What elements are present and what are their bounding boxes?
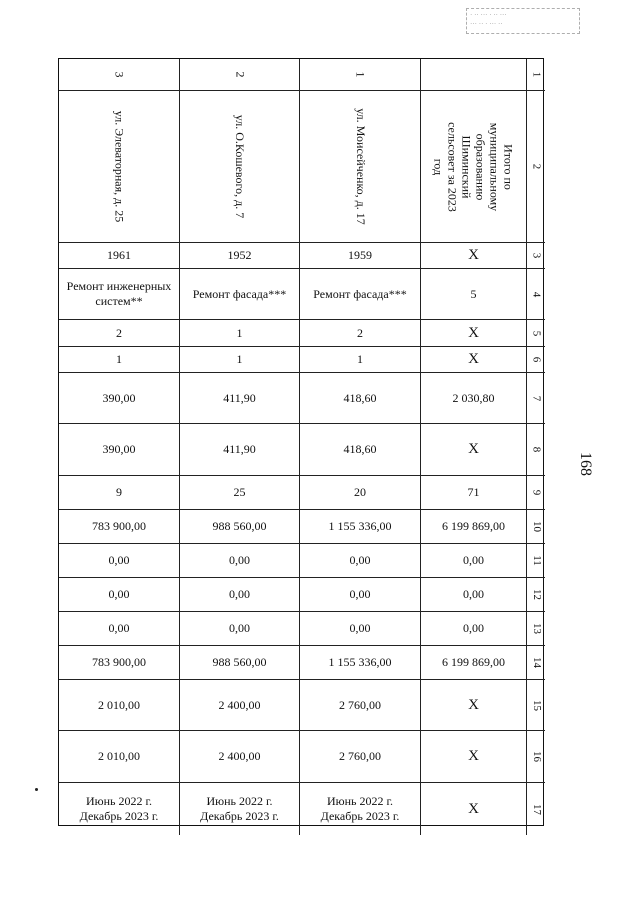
table-cell xyxy=(300,783,421,835)
address-cell-text: ул. О.Кошевого, д. 7 xyxy=(232,114,247,219)
table-cell xyxy=(300,243,421,269)
table-cell-text: 1952 xyxy=(227,248,252,262)
table-cell xyxy=(180,578,300,612)
column-number-text: 13 xyxy=(530,623,543,634)
table-cell xyxy=(180,544,300,578)
table-cell-text: 2 xyxy=(116,325,122,340)
total-cell-text: 5 xyxy=(470,286,477,301)
total-cell-text: 0,00 xyxy=(463,587,484,601)
stamp-line-1: · ·· ··· · ·· ··· xyxy=(470,11,507,19)
table-cell-text: 2 400,00 xyxy=(218,697,261,712)
table-cell-text: 988 560,00 xyxy=(212,655,267,669)
row-number-2 xyxy=(180,59,300,91)
total-cell-text: X xyxy=(468,351,479,367)
column-number-text: 10 xyxy=(530,521,543,532)
table-cell xyxy=(180,424,300,476)
table-cell xyxy=(59,373,180,424)
total-cell-text: 71 xyxy=(467,485,480,499)
total-cell-text: X xyxy=(468,800,479,817)
table-cell xyxy=(300,680,421,731)
total-cell xyxy=(421,347,527,373)
table-cell xyxy=(59,544,180,578)
table-cell-text: 783 900,00 xyxy=(92,655,146,669)
total-cell xyxy=(421,612,527,646)
table-cell-text: 2 xyxy=(357,325,363,340)
total-cell xyxy=(421,510,527,544)
table-cell xyxy=(59,510,180,544)
column-number xyxy=(527,680,545,731)
column-number xyxy=(527,59,545,91)
total-cell-text: 6 199 869,00 xyxy=(442,655,505,669)
table-cell xyxy=(59,424,180,476)
address-cell xyxy=(300,91,421,243)
table-cell-text: Ремонт фасада*** xyxy=(192,286,287,301)
table-cell xyxy=(300,347,421,373)
column-number-text: 1 xyxy=(530,71,543,78)
table-cell-text: 411,90 xyxy=(223,442,256,456)
total-cell-text: 0,00 xyxy=(463,553,484,567)
table-cell-text: 783 900,00 xyxy=(92,519,146,533)
table-cell xyxy=(180,680,300,731)
table-cell-text: 1 xyxy=(236,325,243,340)
column-number-text: 17 xyxy=(530,803,543,815)
stamp-line-2: ··· ·· · ··· ·· xyxy=(470,20,503,28)
table-cell-text: 0,00 xyxy=(229,621,250,635)
column-number xyxy=(527,731,545,783)
table-cell-text: Июнь 2022 г. Декабрь 2023 г. xyxy=(79,794,159,823)
table-cell-text: 418,60 xyxy=(343,390,377,405)
table-cell xyxy=(300,646,421,680)
table-cell xyxy=(59,612,180,646)
table-cell-text: 20 xyxy=(354,485,366,499)
table-cell-text: 0,00 xyxy=(108,553,130,567)
table-cell-text: 0,00 xyxy=(349,587,371,601)
total-cell xyxy=(421,578,527,612)
column-number xyxy=(527,578,545,612)
table-cell xyxy=(300,320,421,347)
table-cell xyxy=(59,578,180,612)
column-number xyxy=(527,612,545,646)
total-cell-text: X xyxy=(468,247,479,263)
column-number xyxy=(527,320,545,347)
table-cell-text: Ремонт инженерных систем** xyxy=(66,279,172,308)
table-cell xyxy=(300,510,421,544)
column-number-text: 15 xyxy=(530,699,543,711)
approval-stamp xyxy=(466,8,580,34)
table-cell xyxy=(300,612,421,646)
table-cell xyxy=(59,243,180,269)
table-cell-text: 988 560,00 xyxy=(212,519,267,533)
column-number xyxy=(527,269,545,320)
column-number-text: 8 xyxy=(530,446,543,453)
table-cell xyxy=(180,731,300,783)
address-cell-text: ул. Моисейченко, д. 17 xyxy=(353,108,368,225)
total-cell-text: 0,00 xyxy=(463,621,484,635)
column-number xyxy=(527,646,545,680)
total-cell-text: 2 030,80 xyxy=(452,390,495,405)
table-cell xyxy=(59,646,180,680)
table-cell-text: 2 760,00 xyxy=(339,749,381,763)
table-cell-text: 1 xyxy=(116,352,122,366)
table-cell xyxy=(59,680,180,731)
table-cell-text: 25 xyxy=(233,485,246,499)
column-number xyxy=(527,424,545,476)
column-number-text: 12 xyxy=(530,589,543,600)
total-cell xyxy=(421,476,527,510)
total-cell xyxy=(421,320,527,347)
table-cell xyxy=(180,347,300,373)
total-cell xyxy=(421,269,527,320)
table-cell-text: 0,00 xyxy=(229,553,250,567)
table-cell-text: 1961 xyxy=(107,248,131,262)
table-cell-text: 2 010,00 xyxy=(98,697,140,712)
table-cell xyxy=(180,320,300,347)
column-number-text: 4 xyxy=(530,291,543,297)
table-cell xyxy=(59,731,180,783)
page-number: 168 xyxy=(577,452,594,476)
table-cell-text: 0,00 xyxy=(108,621,130,635)
table-cell-text: Ремонт фасада*** xyxy=(313,286,407,301)
column-number-text: 9 xyxy=(530,489,543,496)
total-header-cell xyxy=(421,59,527,91)
table-cell xyxy=(300,373,421,424)
table-cell-text: 2 400,00 xyxy=(218,749,261,763)
column-number-text: 14 xyxy=(530,657,543,668)
total-cell-text: 6 199 869,00 xyxy=(442,519,505,533)
column-number-text: 7 xyxy=(530,395,543,401)
table-cell xyxy=(180,783,300,835)
table-cell-text: Июнь 2022 г. Декабрь 2023 г. xyxy=(200,794,279,823)
table-cell-text: 411,90 xyxy=(223,390,256,405)
table-cell xyxy=(300,731,421,783)
total-cell-text: X xyxy=(468,748,479,764)
column-number xyxy=(527,373,545,424)
column-number xyxy=(527,544,545,578)
table-cell-text: 418,60 xyxy=(343,442,377,456)
total-cell xyxy=(421,731,527,783)
total-cell-text: X xyxy=(468,324,479,341)
table-cell-text: 390,00 xyxy=(102,442,136,456)
address-cell-text: ул. Элеваторная, д. 25 xyxy=(112,110,127,223)
total-label-cell xyxy=(421,91,527,243)
row-number-3 xyxy=(59,59,180,91)
column-number xyxy=(527,243,545,269)
column-number-text: 11 xyxy=(530,555,543,566)
column-number xyxy=(527,347,545,373)
rotated-table xyxy=(58,58,544,826)
table-cell-text: 9 xyxy=(116,485,122,499)
table-cell xyxy=(180,510,300,544)
table-cell xyxy=(300,476,421,510)
total-cell xyxy=(421,544,527,578)
total-cell xyxy=(421,424,527,476)
table-cell-text: 2 010,00 xyxy=(98,749,140,763)
row-number-2-text: 2 xyxy=(233,71,247,78)
table-cell xyxy=(300,544,421,578)
table-cell-text: 390,00 xyxy=(102,390,136,405)
table-cell xyxy=(300,424,421,476)
table-cell xyxy=(59,347,180,373)
table-cell-text: 0,00 xyxy=(349,553,371,567)
total-cell xyxy=(421,373,527,424)
total-cell xyxy=(421,680,527,731)
column-number-text: 2 xyxy=(530,163,543,170)
total-cell-text: X xyxy=(468,441,479,457)
column-number-text: 3 xyxy=(530,252,543,259)
table-cell xyxy=(180,243,300,269)
table-cell xyxy=(59,783,180,835)
table-cell-text: 0,00 xyxy=(229,587,250,601)
address-cell xyxy=(59,91,180,243)
total-cell xyxy=(421,646,527,680)
table-cell-text: 1 xyxy=(236,352,243,366)
column-number xyxy=(527,476,545,510)
table-cell xyxy=(59,269,180,320)
total-cell xyxy=(421,243,527,269)
table-cell-text: 1 155 336,00 xyxy=(328,519,392,533)
table-cell xyxy=(59,476,180,510)
column-number xyxy=(527,510,545,544)
table-grid xyxy=(59,59,545,827)
table-cell-text: 0,00 xyxy=(108,587,130,601)
table-cell-text: 2 760,00 xyxy=(339,697,381,712)
table-cell-text: 0,00 xyxy=(349,621,371,635)
table-cell xyxy=(180,476,300,510)
table-cell-text: Июнь 2022 г. Декабрь 2023 г. xyxy=(320,794,400,823)
stray-mark xyxy=(35,788,38,791)
table-cell xyxy=(180,612,300,646)
table-cell-text: 1 155 336,00 xyxy=(328,655,392,669)
table-cell xyxy=(180,646,300,680)
table-cell xyxy=(300,578,421,612)
total-cell-text: X xyxy=(468,696,479,713)
column-number-text: 16 xyxy=(530,751,543,762)
column-number-text: 6 xyxy=(530,356,543,363)
row-number-1-text: 1 xyxy=(353,71,368,78)
table-cell xyxy=(59,320,180,347)
total-label-cell-text: Итого по муниципальному образованию Шиминский сельсовет за 2023 год xyxy=(431,121,516,212)
table-cell xyxy=(180,373,300,424)
table-cell-text: 1959 xyxy=(348,248,372,262)
column-number-text: 5 xyxy=(530,330,543,336)
column-number xyxy=(527,783,545,835)
table-cell-text: 1 xyxy=(357,352,363,366)
row-number-3-text: 3 xyxy=(112,71,127,78)
table-cell xyxy=(300,269,421,320)
row-number-1 xyxy=(300,59,421,91)
column-number xyxy=(527,91,545,243)
address-cell xyxy=(180,91,300,243)
table-cell xyxy=(180,269,300,320)
total-cell xyxy=(421,783,527,835)
